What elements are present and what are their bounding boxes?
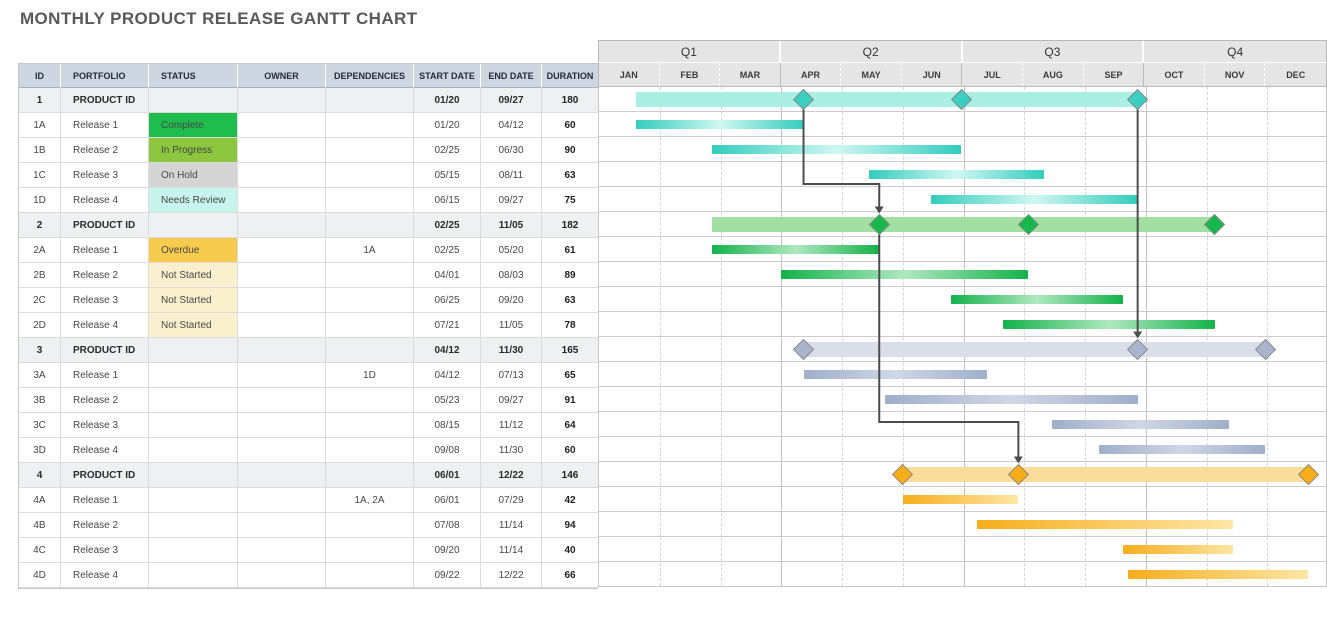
cell-duration: 60 (542, 113, 599, 138)
cell-end-date: 09/27 (481, 188, 542, 213)
cell-end-date: 12/22 (481, 563, 542, 588)
cell-status (149, 363, 238, 388)
cell-duration: 146 (542, 463, 599, 488)
cell-id: 1D (19, 188, 61, 213)
task-bar (712, 145, 962, 154)
cell-status: Not Started (149, 313, 238, 338)
month-label: FEB (660, 63, 721, 86)
cell-owner (238, 213, 326, 238)
cell-status (149, 513, 238, 538)
cell-portfolio: Release 2 (61, 138, 149, 163)
cell-owner (238, 138, 326, 163)
task-bar (1052, 420, 1229, 429)
task-bar (977, 520, 1233, 529)
month-label: JAN (599, 63, 660, 86)
column-header: DEPENDENCIES (326, 64, 414, 88)
cell-status (149, 388, 238, 413)
cell-owner (238, 263, 326, 288)
month-label: MAY (841, 63, 902, 86)
cell-start-date: 06/01 (414, 488, 481, 513)
month-header-row (598, 63, 1327, 87)
cell-id: 4B (19, 513, 61, 538)
cell-owner (238, 163, 326, 188)
cell-id: 4 (19, 463, 61, 488)
cell-start-date: 05/23 (414, 388, 481, 413)
cell-dependencies (326, 538, 414, 563)
cell-duration: 40 (542, 538, 599, 563)
gantt-timeline (598, 40, 1327, 587)
task-bar (1099, 445, 1265, 454)
cell-id: 4D (19, 563, 61, 588)
cell-duration: 66 (542, 563, 599, 588)
cell-end-date: 12/22 (481, 463, 542, 488)
month-label: JUN (902, 63, 963, 86)
chart-row (599, 137, 1326, 162)
cell-start-date: 01/20 (414, 88, 481, 113)
cell-status (149, 213, 238, 238)
cell-end-date: 09/20 (481, 288, 542, 313)
task-bar (885, 395, 1138, 404)
month-label: AUG (1023, 63, 1084, 86)
month-label: OCT (1144, 63, 1205, 86)
group-summary-bar (712, 217, 1215, 232)
cell-duration: 63 (542, 163, 599, 188)
chart-row (599, 237, 1326, 262)
cell-dependencies (326, 138, 414, 163)
cell-id: 2C (19, 288, 61, 313)
cell-status: On Hold (149, 163, 238, 188)
task-bar (931, 195, 1138, 204)
month-label: MAR (720, 63, 781, 86)
cell-dependencies (326, 313, 414, 338)
cell-owner (238, 338, 326, 363)
cell-start-date: 02/25 (414, 238, 481, 263)
task-bar (1123, 545, 1232, 554)
cell-duration: 61 (542, 238, 599, 263)
page-title: MONTHLY PRODUCT RELEASE GANTT CHART (20, 9, 418, 28)
task-bar (903, 495, 1019, 504)
cell-start-date: 09/22 (414, 563, 481, 588)
cell-duration: 42 (542, 488, 599, 513)
column-header: STATUS (149, 64, 238, 88)
cell-portfolio: Release 3 (61, 413, 149, 438)
cell-end-date: 09/27 (481, 388, 542, 413)
cell-end-date: 11/14 (481, 538, 542, 563)
cell-end-date: 06/30 (481, 138, 542, 163)
quarter-label: Q3 (963, 41, 1145, 62)
column-header: OWNER (238, 64, 326, 88)
cell-id: 3C (19, 413, 61, 438)
cell-owner (238, 238, 326, 263)
cell-id: 2 (19, 213, 61, 238)
cell-portfolio: PRODUCT ID (61, 463, 149, 488)
cell-duration: 94 (542, 513, 599, 538)
cell-portfolio: Release 1 (61, 363, 149, 388)
cell-portfolio: Release 2 (61, 263, 149, 288)
cell-duration: 90 (542, 138, 599, 163)
column-header: DURATION (542, 64, 599, 88)
cell-portfolio: Release 4 (61, 438, 149, 463)
cell-status (149, 338, 238, 363)
cell-end-date: 11/30 (481, 338, 542, 363)
cell-dependencies (326, 163, 414, 188)
task-bar (712, 245, 879, 254)
cell-portfolio: Release 4 (61, 313, 149, 338)
cell-status (149, 438, 238, 463)
cell-owner (238, 463, 326, 488)
cell-duration: 63 (542, 288, 599, 313)
cell-portfolio: Release 3 (61, 163, 149, 188)
cell-id: 3 (19, 338, 61, 363)
cell-duration: 180 (542, 88, 599, 113)
cell-owner (238, 363, 326, 388)
cell-id: 2A (19, 238, 61, 263)
cell-owner (238, 413, 326, 438)
cell-duration: 65 (542, 363, 599, 388)
cell-id: 3A (19, 363, 61, 388)
cell-portfolio: Release 4 (61, 188, 149, 213)
cell-duration: 78 (542, 313, 599, 338)
cell-end-date: 08/11 (481, 163, 542, 188)
cell-dependencies (326, 338, 414, 363)
cell-id: 2D (19, 313, 61, 338)
cell-status (149, 413, 238, 438)
cell-start-date: 04/12 (414, 363, 481, 388)
cell-status (149, 88, 238, 113)
group-summary-bar (804, 342, 1266, 357)
cell-id: 4A (19, 488, 61, 513)
cell-id: 1A (19, 113, 61, 138)
cell-portfolio: Release 1 (61, 488, 149, 513)
cell-owner (238, 438, 326, 463)
cell-dependencies (326, 463, 414, 488)
cell-duration: 89 (542, 263, 599, 288)
cell-dependencies (326, 413, 414, 438)
column-header: END DATE (481, 64, 542, 88)
cell-id: 1B (19, 138, 61, 163)
cell-dependencies (326, 288, 414, 313)
cell-duration: 60 (542, 438, 599, 463)
cell-id: 3B (19, 388, 61, 413)
cell-start-date: 09/08 (414, 438, 481, 463)
task-bar (951, 295, 1123, 304)
cell-id: 3D (19, 438, 61, 463)
cell-dependencies (326, 513, 414, 538)
quarter-header-row (598, 40, 1327, 63)
column-header: ID (19, 64, 61, 88)
cell-end-date: 08/03 (481, 263, 542, 288)
cell-owner (238, 88, 326, 113)
chart-row (599, 312, 1326, 337)
task-bar (636, 120, 803, 129)
cell-start-date: 02/25 (414, 213, 481, 238)
month-label: NOV (1205, 63, 1266, 86)
cell-end-date: 11/12 (481, 413, 542, 438)
cell-start-date: 04/01 (414, 263, 481, 288)
cell-end-date: 04/12 (481, 113, 542, 138)
cell-dependencies (326, 213, 414, 238)
cell-status: Needs Review (149, 188, 238, 213)
month-label: DEC (1286, 69, 1306, 80)
cell-status: Overdue (149, 238, 238, 263)
cell-duration: 182 (542, 213, 599, 238)
cell-status (149, 488, 238, 513)
cell-owner (238, 488, 326, 513)
column-header: PORTFOLIO (61, 64, 149, 88)
cell-owner (238, 563, 326, 588)
cell-end-date: 09/27 (481, 88, 542, 113)
task-bar (1128, 570, 1309, 579)
cell-id: 2B (19, 263, 61, 288)
cell-id: 1C (19, 163, 61, 188)
quarter-label: Q1 (599, 41, 781, 62)
cell-start-date: 04/12 (414, 338, 481, 363)
cell-status (149, 563, 238, 588)
cell-owner (238, 538, 326, 563)
cell-portfolio: Release 1 (61, 238, 149, 263)
cell-dependencies (326, 188, 414, 213)
column-header: START DATE (414, 64, 481, 88)
cell-end-date: 07/13 (481, 363, 542, 388)
cell-start-date: 06/15 (414, 188, 481, 213)
cell-start-date: 01/20 (414, 113, 481, 138)
cell-id: 1 (19, 88, 61, 113)
cell-owner (238, 513, 326, 538)
cell-status: Complete (149, 113, 238, 138)
cell-portfolio: Release 1 (61, 113, 149, 138)
quarter-label: Q4 (1227, 44, 1244, 59)
cell-portfolio: Release 3 (61, 288, 149, 313)
cell-dependencies: 1A, 2A (326, 488, 414, 513)
cell-start-date: 06/01 (414, 463, 481, 488)
cell-dependencies (326, 88, 414, 113)
group-summary-bar (903, 467, 1309, 482)
cell-status: Not Started (149, 263, 238, 288)
group-summary-bar (636, 92, 1137, 107)
task-bar (1003, 320, 1215, 329)
cell-id: 4C (19, 538, 61, 563)
month-label: APR (781, 63, 842, 86)
task-bar (781, 270, 1028, 279)
cell-dependencies: 1D (326, 363, 414, 388)
cell-portfolio: Release 2 (61, 513, 149, 538)
cell-status: Not Started (149, 288, 238, 313)
cell-start-date: 07/08 (414, 513, 481, 538)
cell-start-date: 07/21 (414, 313, 481, 338)
gantt-table (18, 63, 598, 589)
cell-dependencies: 1A (326, 238, 414, 263)
month-label: JUL (962, 63, 1023, 86)
cell-status: In Progress (149, 138, 238, 163)
task-bar (804, 370, 987, 379)
task-bar (869, 170, 1043, 179)
cell-end-date: 11/30 (481, 438, 542, 463)
cell-portfolio: Release 3 (61, 538, 149, 563)
cell-dependencies (326, 388, 414, 413)
cell-dependencies (326, 438, 414, 463)
quarter-label: Q2 (781, 41, 963, 62)
cell-dependencies (326, 113, 414, 138)
cell-dependencies (326, 263, 414, 288)
cell-end-date: 11/05 (481, 313, 542, 338)
cell-end-date: 11/14 (481, 513, 542, 538)
cell-owner (238, 288, 326, 313)
cell-start-date: 09/20 (414, 538, 481, 563)
cell-duration: 75 (542, 188, 599, 213)
cell-duration: 165 (542, 338, 599, 363)
cell-status (149, 538, 238, 563)
cell-duration: 91 (542, 388, 599, 413)
gantt-chart-body (598, 87, 1327, 587)
month-label: SEP (1084, 63, 1145, 86)
cell-end-date: 05/20 (481, 238, 542, 263)
cell-duration: 64 (542, 413, 599, 438)
cell-owner (238, 388, 326, 413)
cell-portfolio: Release 2 (61, 388, 149, 413)
cell-start-date: 05/15 (414, 163, 481, 188)
cell-end-date: 07/29 (481, 488, 542, 513)
cell-start-date: 02/25 (414, 138, 481, 163)
cell-dependencies (326, 563, 414, 588)
cell-portfolio: Release 4 (61, 563, 149, 588)
cell-portfolio: PRODUCT ID (61, 338, 149, 363)
cell-owner (238, 113, 326, 138)
cell-start-date: 06/25 (414, 288, 481, 313)
cell-portfolio: PRODUCT ID (61, 88, 149, 113)
cell-portfolio: PRODUCT ID (61, 213, 149, 238)
cell-start-date: 08/15 (414, 413, 481, 438)
cell-status (149, 463, 238, 488)
cell-owner (238, 313, 326, 338)
cell-end-date: 11/05 (481, 213, 542, 238)
cell-owner (238, 188, 326, 213)
